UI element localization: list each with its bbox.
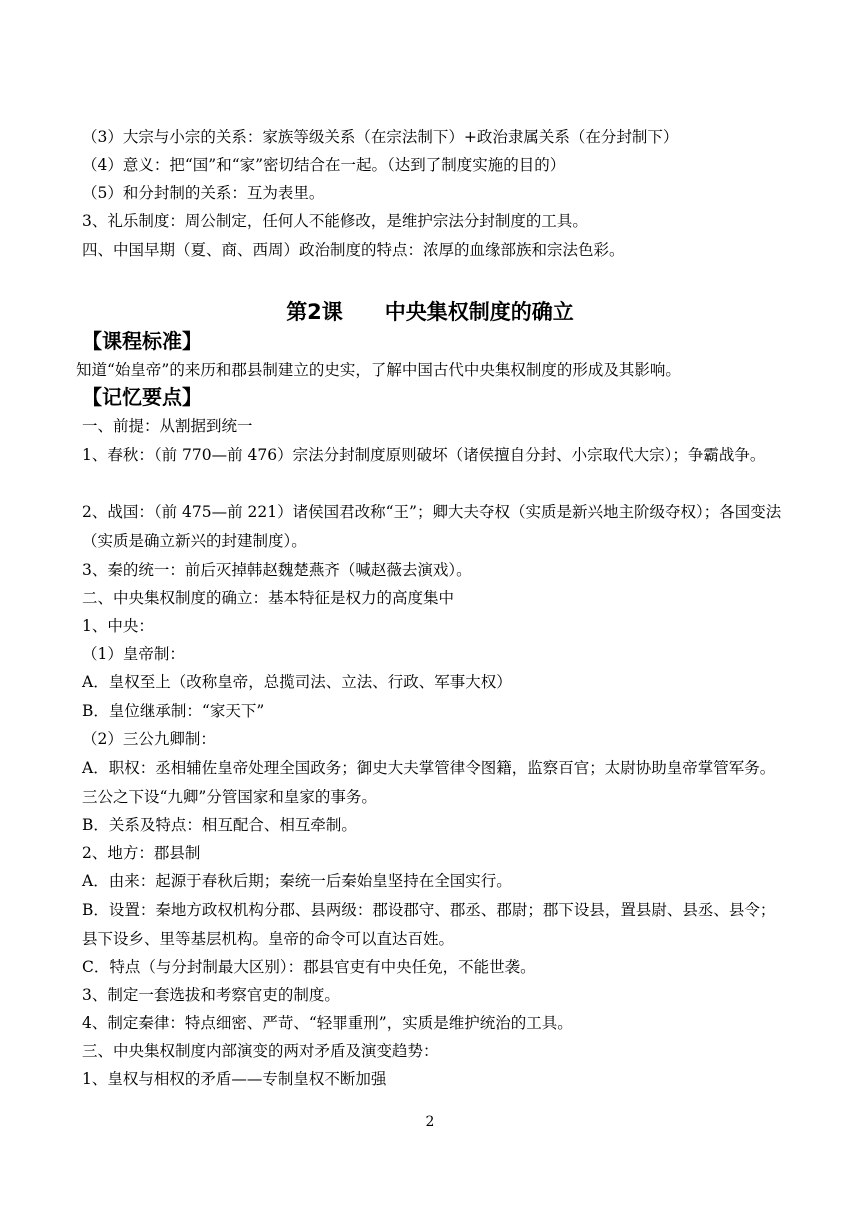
paragraph-line: A．职权：丞相辅佐皇帝处理全国政务；御史大夫掌管律令图籍，监察百官；太尉协助皇帝掌管军务。三公之下设“九卿”分管国家和皇家的事务。 xyxy=(82,759,776,806)
paragraph-line: 二、中央集权制度的确立：基本特征是权力的高度集中 xyxy=(82,589,455,607)
paragraph-line: B．设置：秦地方政权机构分郡、县两级：郡设郡守、郡丞、郡尉；郡下设县，置县尉、县丞、县令；县下设乡、里等基层机构。皇帝的命令可以直达百姓。 xyxy=(82,901,776,948)
paragraph-line: 3、礼乐制度：周公制定，任何人不能修改，是维护宗法分封制度的工具。 xyxy=(82,212,588,230)
standard-text: 知道“始皇帝”的来历和郡县制建立的史实，了解中国古代中央集权制度的形成及其影响。 xyxy=(76,361,681,379)
page-number: 2 xyxy=(425,1114,435,1130)
paragraph-line: C．特点（与分封制最大区别）：郡县官吏有中央任免，不能世袭。 xyxy=(82,958,536,976)
paragraph-line: 三、中央集权制度内部演变的两对矛盾及演变趋势： xyxy=(82,1042,439,1060)
paragraph-line: 四、中国早期（夏、商、西周）政治制度的特点：浓厚的血缘部族和宗法色彩。 xyxy=(82,241,625,259)
paragraph-line: （5）和分封制的关系：互为表里。 xyxy=(82,184,325,202)
paragraph-line: 1、中央： xyxy=(82,617,154,635)
paragraph-line: 3、秦的统一：前后灭掉韩赵魏楚燕齐（喊赵薇去演戏）。 xyxy=(82,561,472,579)
paragraph-line: A．由来：起源于春秋后期；秦统一后秦始皇坚持在全国实行。 xyxy=(82,872,512,890)
paragraph-line: （2）三公九卿制： xyxy=(82,730,216,748)
paragraph-line: B．关系及特点：相互配合、相互牵制。 xyxy=(82,816,357,834)
paragraph-line: 2、地方：郡县制 xyxy=(82,844,201,862)
paragraph-line: 4、制定秦律：特点细密、严苛、“轻罪重刑”，实质是维护统治的工具。 xyxy=(82,1014,573,1032)
paragraph-line: （4）意义：把“国”和“家”密切结合在一起。（达到了制度实施的目的） xyxy=(82,156,566,174)
paragraph-line: B．皇位继承制：“家天下” xyxy=(82,702,265,720)
paragraph-line: （1）皇帝制： xyxy=(82,645,185,663)
section-heading-points: 【记忆要点】 xyxy=(82,385,202,409)
section-heading-standard: 【课程标准】 xyxy=(82,329,202,353)
paragraph-line: 1、春秋：（前 770—前 476）宗法分封制度原则破坏（诸侯擅自分封、小宗取代大宗）；争霸战争。 xyxy=(82,446,766,464)
paragraph-line: （3）大宗与小宗的关系：家族等级关系（在宗法制下）+政治隶属关系（在分封制下） xyxy=(82,128,679,146)
paragraph-line: 1、皇权与相权的矛盾——专制皇权不断加强 xyxy=(82,1070,387,1088)
paragraph-line: 2、战国：（前 475—前 221）诸侯国君改称“王”；卿大夫夺权（实质是新兴地主阶级夺权）；各国变法（实质是确立新兴的封建制度）。 xyxy=(82,503,782,550)
lesson-title: 第2课 中央集权制度的确立 xyxy=(286,300,574,324)
paragraph-line: 一、前提：从割据到统一 xyxy=(82,417,253,435)
paragraph-line: 3、制定一套选拔和考察官吏的制度。 xyxy=(82,986,340,1004)
paragraph-line: A．皇权至上（改称皇帝，总揽司法、立法、行政、军事大权） xyxy=(82,673,512,691)
